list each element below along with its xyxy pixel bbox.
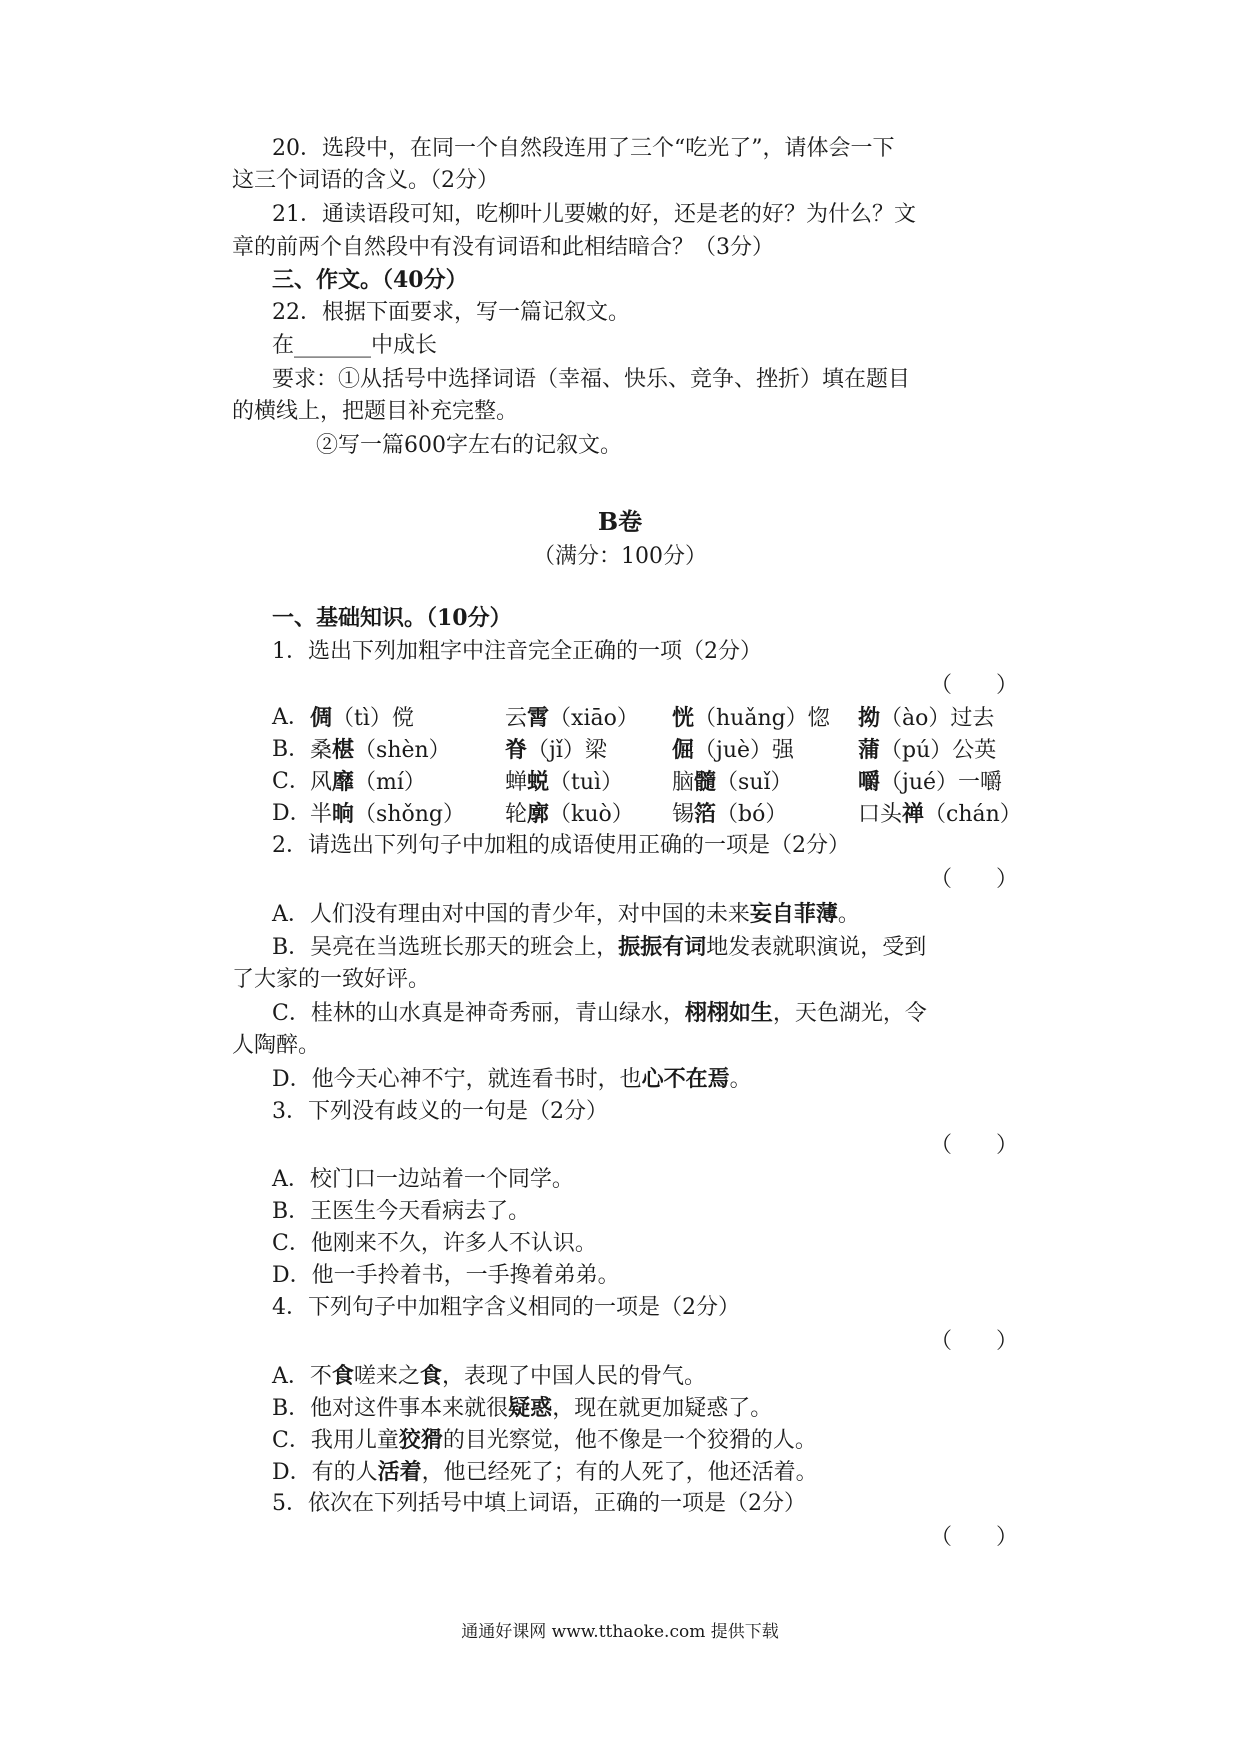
- q20-line1: 20．选段中，在同一个自然段连用了三个“吃光了”，请体会一下: [272, 136, 895, 161]
- q1-option-b-label: B．: [272, 737, 311, 762]
- q3-option-b: B．王医生今天看病去了。: [272, 1199, 531, 1224]
- q4-option-c: C．我用儿童狡猾的目光察觉，他不像是一个狡猾的人。: [272, 1427, 817, 1453]
- q2-option-b: B．吴亮在当选班长那天的班会上，振振有词地发表就职演说，受到: [272, 934, 927, 960]
- paper-b-score: （满分：100分）: [533, 544, 707, 569]
- paper-b-title: B卷: [597, 507, 643, 536]
- q1-option-b-item2: 脊（jǐ）梁: [505, 737, 607, 763]
- q1-option-b-item3: 倔（juè）强: [672, 737, 795, 763]
- q21-line2: 章的前两个自然段中有没有词语和此相结暗合？（3分）: [232, 235, 774, 260]
- q4-stem: 4．下列句子中加粗字含义相同的一项是（2分）: [272, 1295, 740, 1320]
- q2-option-a: A．人们没有理由对中国的青少年，对中国的未来妄自菲薄。: [272, 901, 860, 927]
- q2-option-c: C．桂林的山水真是神奇秀丽，青山绿水，栩栩如生，天色湖光，令: [272, 1000, 927, 1026]
- q1-option-a-item4: 拗（ào）过去: [858, 705, 995, 731]
- q1-stem: 1．选出下列加粗字中注音完全正确的一项（2分）: [272, 639, 762, 664]
- q1-option-c-item3: 脑髓（suǐ）: [672, 769, 793, 795]
- q1-option-d-item3: 锡箔（bó）: [672, 801, 788, 827]
- q1-option-d-item4: 口头禅（chán）: [858, 801, 1022, 827]
- q1-option-c-item1: 风靡（mí）: [310, 769, 426, 795]
- q22-req1a: 要求：①从括号中选择词语（幸福、快乐、竞争、挫折）填在题目: [272, 367, 911, 392]
- q1-option-c-item2: 蝉蜕（tuì）: [505, 769, 624, 795]
- q1-option-b-item4: 蒲（pú）公英: [858, 737, 997, 763]
- q1-option-d-label: D．: [272, 801, 312, 826]
- q1-option-a-item2: 云霄（xiāo）: [505, 705, 639, 731]
- q1-option-a-item3: 恍（huǎng）惚: [672, 705, 830, 731]
- q4-option-a: A．不食嗟来之食，表现了中国人民的骨气。: [272, 1363, 706, 1389]
- q1-option-d-item2: 轮廓（kuò）: [505, 801, 634, 827]
- q2-stem: 2．请选出下列句子中加粗的成语使用正确的一项是（2分）: [272, 833, 850, 858]
- page-footer: 通通好课网 www.tthaoke.com 提供下载: [461, 1622, 779, 1642]
- q2-option-b-cont: 了大家的一致好评。: [232, 967, 431, 992]
- q1-option-c-label: C．: [272, 769, 311, 794]
- q21-line1: 21．通读语段可知，吃柳叶儿要嫩的好，还是老的好？为什么？文: [272, 202, 916, 227]
- q1-option-d-item1: 半晌（shǒng）: [310, 801, 465, 827]
- q22-req1b: 的横线上，把题目补充完整。: [232, 399, 519, 424]
- section-heading-basics: 一、基础知识。（10分）: [272, 605, 512, 631]
- q20-line2: 这三个词语的含义。（2分）: [232, 168, 499, 193]
- q2-option-c-cont: 人陶醉。: [232, 1033, 321, 1058]
- section-heading-composition: 三、作文。（40分）: [272, 267, 468, 293]
- q4-answer-paren: （ ）: [930, 1329, 1019, 1354]
- q22-line1: 22．根据下面要求，写一篇记叙文。: [272, 300, 630, 325]
- q3-option-d: D．他一手拎着书，一手搀着弟弟。: [272, 1263, 620, 1288]
- q2-option-d: D．他今天心神不宁，就连看书时，也心不在焉。: [272, 1066, 752, 1092]
- q5-answer-paren: （ ）: [930, 1525, 1019, 1550]
- q1-option-c-item4: 嚼（jué）一嚼: [858, 769, 1003, 795]
- q2-answer-paren: （ ）: [930, 867, 1019, 892]
- q1-option-a-item1: 倜（tì）傥: [310, 705, 414, 731]
- q22-title: 在_______中成长: [272, 333, 438, 358]
- q3-answer-paren: （ ）: [930, 1133, 1019, 1158]
- q1-answer-paren: （ ）: [930, 673, 1019, 698]
- q5-stem: 5．依次在下列括号中填上词语，正确的一项是（2分）: [272, 1491, 806, 1516]
- q22-req2: ②写一篇600字左右的记叙文。: [316, 433, 622, 458]
- q3-option-c: C．他刚来不久，许多人不认识。: [272, 1231, 597, 1256]
- q4-option-b: B．他对这件事本来就很疑惑，现在就更加疑惑了。: [272, 1395, 773, 1421]
- q1-option-b-item1: 桑椹（shèn）: [310, 737, 451, 763]
- q4-option-d: D．有的人活着，他已经死了；有的人死了，他还活着。: [272, 1459, 818, 1485]
- q1-option-a-label: A．: [272, 705, 310, 730]
- q3-option-a: A．校门口一边站着一个同学。: [272, 1167, 574, 1192]
- q3-stem: 3．下列没有歧义的一句是（2分）: [272, 1099, 608, 1124]
